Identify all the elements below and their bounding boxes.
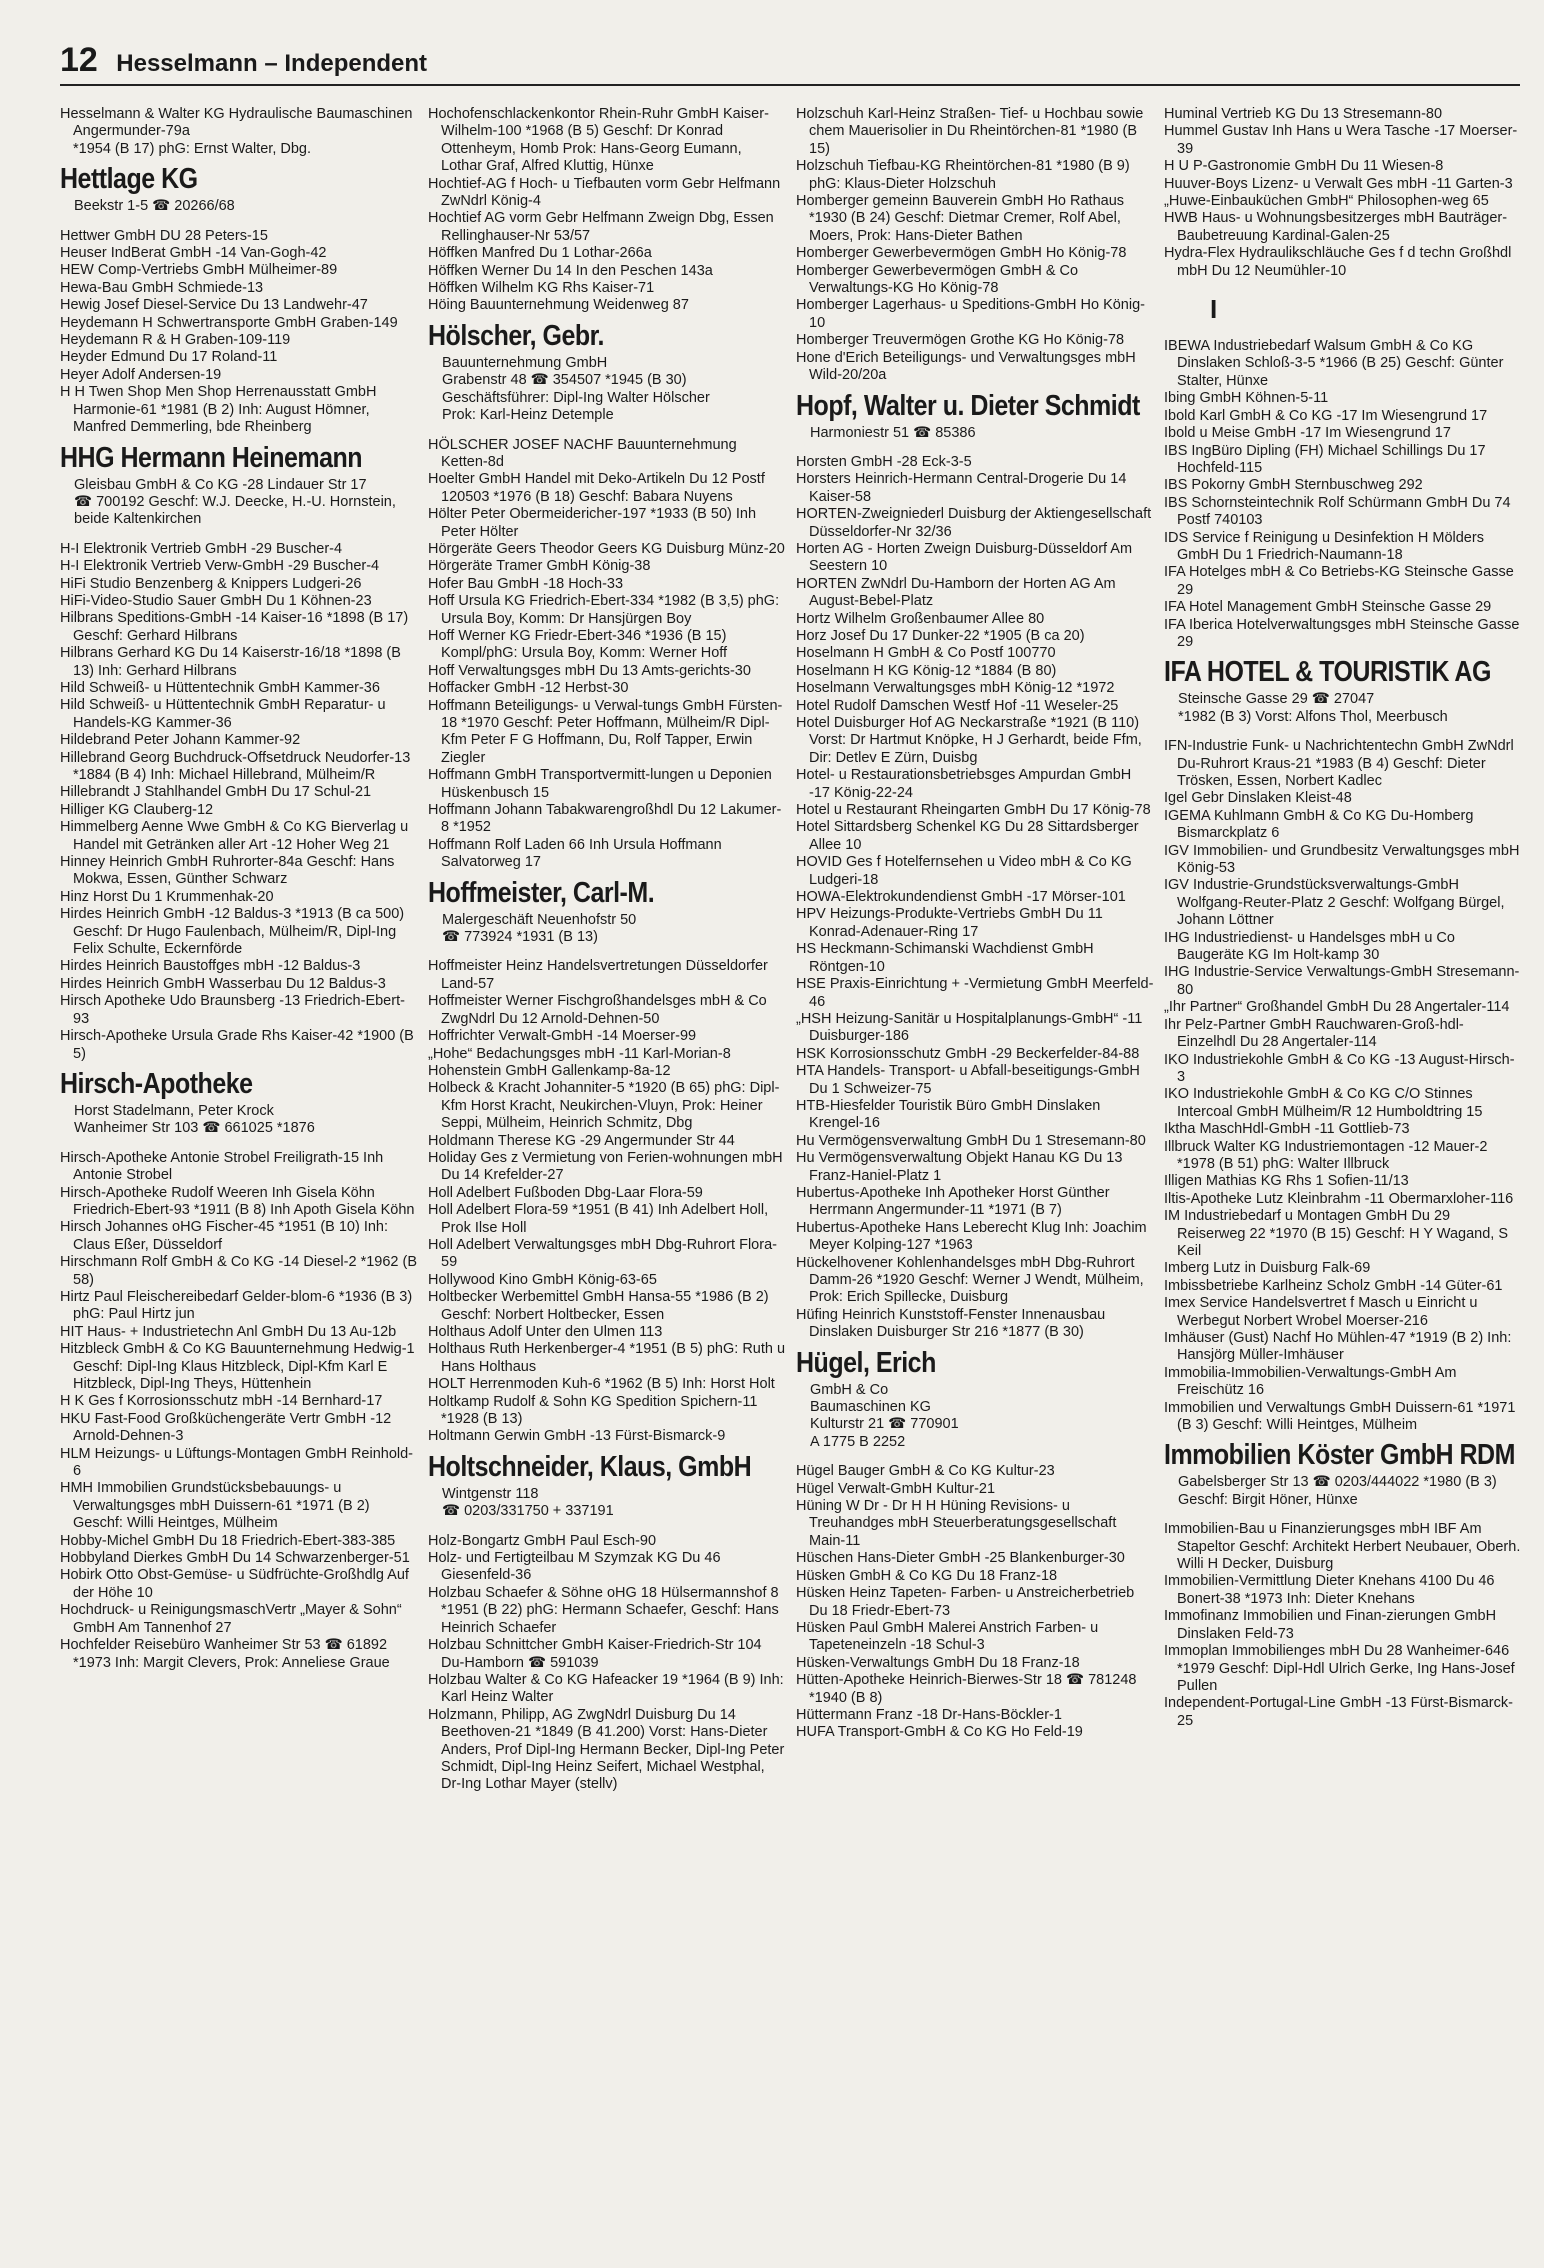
directory-entry: H-I Elektronik Vertrieb Verw-GmbH -29 Buscher-4 [60,558,380,575]
directory-entry: Holtkamp Rudolf & Sohn KG Spedition Spichern-11 *1928 (B 13) [428,1393,758,1428]
column-3 [796,106,1154,2246]
directory-entry: Hilliger KG Clauberg-12 [60,801,214,818]
directory-entry: Heuser IndBerat GmbH -14 Van-Gogh-42 [60,245,327,262]
directory-entry: Homberger Gewerbevermögen GmbH Ho König-78 [796,245,1127,262]
directory-entry: Hochfelder Reisebüro Wanheimer Str 53 ☎ 61892 *1973 Inh: Margit Clevers, Prok: Anneliese Graue [60,1637,390,1671]
directory-entry: HTA Handels- Transport- u Abfall-beseitigungs-GmbH Du 1 Schweizer-75 [796,1063,1140,1097]
company-headline: Hoffmeister, Carl-M. [428,876,655,909]
directory-entry: Holthaus Ruth Herkenberger-4 *1951 (B 5) phG: Ruth u Hans Holthaus [428,1341,786,1375]
directory-entry: Hone d'Erich Beteiligungs- und Verwaltungsges mbH Wild-20/20a [796,349,1136,384]
page-title: Hesselmann – Independent [116,50,428,77]
directory-entry: „Ihr Partner“ Großhandel GmbH Du 28 Angertaler-114 [1164,999,1510,1016]
company-headline: Hölscher, Gebr. [428,319,604,352]
directory-entry: Holthaus Adolf Unter den Ulmen 113 [428,1324,663,1340]
directory-entry: Hollywood Kino GmbH König-63-65 [428,1271,657,1288]
directory-entry: Höffken Werner Du 14 In den Peschen 143a [428,262,713,279]
directory-entry: Hu Vermögensverwaltung Objekt Hanau KG Du 13 Franz-Haniel-Platz 1 [796,1150,1123,1184]
directory-entry: Hoselmann H GmbH & Co Postf 100770 [796,645,1056,662]
directory-entry: Hügel Bauger GmbH & Co KG Kultur-23 [796,1463,1055,1480]
directory-entry: Himmelberg Aenne Wwe GmbH & Co KG Bierverlag u Handel mit Getränken aller Art -12 Hoher Weg 21 [60,819,409,853]
directory-entry: Höffken Wilhelm KG Rhs Kaiser-71 [428,280,655,297]
directory-entry: Hild Schweiß- u Hüttentechnik GmbH Reparatur- u Handels-KG Kammer-36 [60,697,386,731]
directory-entry: Hotel- u Restaurationsbetriebsges Ampurdan GmbH -17 König-22-24 [796,767,1132,801]
directory-entry: Holzbau Schaefer & Söhne oHG 18 Hülsermannshof 8 *1951 (B 22) phG: Hermann Schaefer, Geschf: Hans Heinrich Schaefer [428,1584,779,1636]
directory-entry: Hirdes Heinrich GmbH Wasserbau Du 12 Baldus-3 [60,975,386,992]
directory-entry: HÖLSCHER JOSEF NACHF Bauunternehmung Ketten-8d [428,436,737,470]
directory-entry: IGV Industrie-Grundstücksverwaltungs-GmbH Wolfgang-Reuter-Platz 2 Geschf: Wolfgang Bürgel, Johann Löttner [1164,877,1505,929]
directory-entry: Immobilien-Bau u Finanzierungsges mbH IBF Am Stapeltor Geschf: Architekt Herbert Neubauer, Oberh. Willi H Decker, Duisburg [1164,1521,1521,1573]
directory-entry: Hoffmeister Werner Fischgroßhandelsges mbH & Co ZwgNdrl Du 12 Arnold-Dehnen-50 [428,993,767,1027]
directory-entry: Holzschuh Tiefbau-KG Rheintörchen-81 *1980 (B 9) phG: Klaus-Dieter Holzschuh [796,158,1130,192]
directory-entry: Heydemann R & H Graben-109-119 [60,332,291,349]
directory-entry: Hewa-Bau GmbH Schmiede-13 [60,279,264,296]
directory-entry: Hinz Horst Du 1 Krummenhak-20 [60,888,274,905]
directory-entry: HPV Heizungs-Produkte-Vertriebs GmbH Du 11 Konrad-Adenauer-Ring 17 [796,906,1103,940]
directory-entry: Holzbau Schnittcher GmbH Kaiser-Friedrich-Str 104 Du-Hamborn ☎ 591039 [428,1637,762,1671]
column-4 [1164,106,1522,2246]
directory-entry: Holtmann Gerwin GmbH -13 Fürst-Bismarck-9 [428,1428,726,1445]
directory-entry: Hotel Duisburger Hof AG Neckarstraße *1921 (B 110) Vorst: Dr Hartmut Knöpke, H J Gerhardt, beide Ffm, Dir: Detlev E Zürn, Duisbg [796,715,1142,766]
section-letter: I [1210,294,1218,325]
directory-entry: Immobilien und Verwaltungs GmbH Duissern-61 *1971 (B 3) Geschf: Willi Heintges, Mülheim [1164,1399,1516,1434]
directory-entry: Hobby-Michel GmbH Du 18 Friedrich-Ebert-383-385 [60,1532,396,1549]
directory-entry: Hild Schweiß- u Hüttentechnik GmbH Kammer-36 [60,679,380,696]
directory-entry: HLM Heizungs- u Lüftungs-Montagen GmbH Reinhold-6 [60,1445,414,1480]
directory-entry: Hochdruck- u ReinigungsmaschVertr „Mayer & Sohn“ GmbH Am Tannenhof 27 [60,1602,402,1636]
directory-entry: IKO Industriekohle GmbH & Co KG -13 August-Hirsch-3 [1164,1051,1515,1085]
directory-entry: HOWA-Elektrokundendienst GmbH -17 Mörser-101 [796,889,1126,906]
directory-entry: Hoffacker GmbH -12 Herbst-30 [428,680,629,697]
directory-entry: „Huwe-Einbauküchen GmbH“ Philosophen-weg 65 [1164,193,1489,210]
directory-entry: Illigen Mathias KG Rhs 1 Sofien-11/13 [1164,1173,1409,1190]
directory-entry: Hüschen Hans-Dieter GmbH -25 Blankenburger-30 [796,1550,1125,1567]
directory-entry: Hirsch Apotheke Udo Braunsberg -13 Friedrich-Ebert-93 [60,993,405,1027]
directory-entry: Hobbyland Dierkes GmbH Du 14 Schwarzenberger-51 [60,1550,410,1567]
company-details: Gabelsberger Str 13 ☎ 0203/444022 *1980 (B 3) Geschf: Birgit Höner, Hünxe [1178,1474,1497,1508]
company-details: GmbH & Co Baumaschinen KG Kulturstr 21 ☎ 770901 A 1775 B 2252 [810,1381,959,1450]
column-1 [60,106,418,2246]
directory-entry: Hu Vermögensverwaltung GmbH Du 1 Stresemann-80 [796,1132,1146,1149]
company-details: Harmoniestr 51 ☎ 85386 [810,424,976,441]
directory-entry: Homberger Gewerbevermögen GmbH & Co Verwaltungs-KG Ho König-78 [796,262,1079,297]
directory-entry: Holz-Bongartz GmbH Paul Esch-90 [428,1532,657,1549]
directory-entry: Ihr Pelz-Partner GmbH Rauchwaren-Groß-hdl-Einzelhdl Du 28 Angertaler-114 [1164,1016,1464,1051]
directory-entry: Holl Adelbert Fußboden Dbg-Laar Flora-59 [428,1184,703,1201]
directory-entry: Höing Bauunternehmung Weidenweg 87 [428,297,689,314]
directory-entry: IFA Hotel Management GmbH Steinsche Gasse 29 [1164,599,1492,616]
directory-entry: IHG Industrie-Service Verwaltungs-GmbH Stresemann-80 [1164,964,1520,998]
directory-entry: Hubertus-Apotheke Inh Apotheker Horst Günther Herrmann Angermunder-11 *1971 (B 7) [796,1184,1110,1219]
directory-entry: IGV Immobilien- und Grundbesitz Verwaltungsges mbH König-53 [1164,842,1520,877]
directory-entry: Hüning W Dr - Dr H H Hüning Revisions- u Treuhandges mbH Steuerberatungsgesellschaft Main-11 [796,1498,1117,1549]
directory-entry: IBS Schornsteintechnik Rolf Schürmann GmbH Du 74 Postf 740103 [1164,494,1511,529]
directory-entry: HSE Praxis-Einrichtung + -Vermietung GmbH Meerfeld-46 [796,976,1154,1010]
directory-entry: Hüsken Paul GmbH Malerei Anstrich Farben- u Tapeteneinzeln -18 Schul-3 [796,1619,1099,1654]
directory-entry: Hoffmann Rolf Laden 66 Inh Ursula Hoffmann Salvatorweg 17 [428,836,722,871]
directory-entry: Holdmann Therese KG -29 Angermunder Str 44 [428,1132,735,1149]
directory-entry: „Hohe“ Bedachungsges mbH -11 Karl-Morian-8 [428,1045,731,1062]
directory-entry: Horsten GmbH -28 Eck-3-5 [796,453,972,470]
directory-entry: Immoplan Immobilienges mbH Du 28 Wanheimer-646 *1979 Geschf: Dipl-Hdl Ulrich Gerke, Ing Hans-Josef Pullen [1164,1643,1515,1694]
directory-entry: Hettwer GmbH DU 28 Peters-15 [60,227,268,244]
directory-entry: Holzschuh Karl-Heinz Straßen- Tief- u Hochbau sowie chem Mauerisolier in Du Rheintörchen-81 *1980 (B 15) [796,106,1144,157]
directory-entry: IKO Industriekohle GmbH & Co KG C/O Stinnes Intercoal GmbH Mülheim/R 12 Humboldtring 15 [1164,1086,1483,1120]
page-header [60,36,1520,86]
directory-entry: IM Industriebedarf u Montagen GmbH Du 29 Reiserweg 22 *1970 (B 15) Geschf: H Y Wagand, S Keil [1164,1208,1508,1259]
directory-entry: Holl Adelbert Flora-59 *1951 (B 41) Inh Adelbert Holl, Prok Ilse Holl [428,1202,769,1236]
company-headline: Hirsch-Apotheke [60,1067,253,1101]
directory-entry: HIT Haus- + Industrietechn Anl GmbH Du 13 Au-12b [60,1323,397,1340]
directory-entry: Hirtz Paul Fleischereibedarf Gelder-blom-6 *1936 (B 3) phG: Paul Hirtz jun [60,1288,413,1323]
directory-entry: IBEWA Industriebedarf Walsum GmbH & Co KG Dinslaken Schloß-3-5 *1966 (B 25) Geschf: Günter Stalter, Hünxe [1164,338,1504,389]
directory-entry: Hochtief-AG f Hoch- u Tiefbauten vorm Gebr Helfmann ZwNdrl König-4 [428,175,781,210]
directory-entry: Hirsch-Apotheke Antonie Strobel Freiligrath-15 Inh Antonie Strobel [60,1149,384,1184]
company-headline: HHG Hermann Heinemann [60,441,363,474]
directory-entry: Homberger Treuvermögen Grothe KG Ho König-78 [796,332,1125,349]
column-2 [428,106,786,2246]
directory-entry: H K Ges f Korrosionsschutz mbH -14 Bernhard-17 [60,1393,383,1410]
directory-entry: Hortz Wilhelm Großenbaumer Allee 80 [796,610,1045,627]
directory-entry: IFN-Industrie Funk- u Nachrichtentechn GmbH ZwNdrl Du-Ruhrort Kraus-21 *1983 (B 4) Geschf: Dieter Trösken, Essen, Norbert Kadlec [1164,738,1514,789]
directory-entry: Huminal Vertrieb KG Du 13 Stresemann-80 [1164,106,1443,122]
directory-entry: HiFi-Video-Studio Sauer GmbH Du 1 Köhnen-23 [60,592,372,609]
directory-entry: Immobilia-Immobilien-Verwaltungs-GmbH Am Freischütz 16 [1164,1364,1457,1399]
directory-entry: Hoffmeister Heinz Handelsvertretungen Düsseldorfer Land-57 [428,958,768,992]
directory-entry: Holbeck & Kracht Johanniter-5 *1920 (B 65) phG: Dipl-Kfm Horst Kracht, Neukirchen-Vluyn, Prok: Heiner Seppi, Mülheim, Heinrich Schmitz, Dbg [428,1080,780,1132]
directory-entry: Hütten-Apotheke Heinrich-Bierwes-Str 18 ☎ 781248 *1940 (B 8) [796,1672,1137,1706]
directory-entry: Horsters Heinrich-Hermann Central-Drogerie Du 14 Kaiser-58 [796,471,1127,505]
directory-entry: Hotel Rudolf Damschen Westf Hof -11 Weseler-25 [796,697,1119,714]
directory-entry: IGEMA Kuhlmann GmbH & Co KG Du-Homberg Bismarckplatz 6 [1164,807,1474,842]
directory-entry: Holzbau Walter & Co KG Hafeacker 19 *1964 (B 9) Inh: Karl Heinz Walter [428,1671,784,1706]
directory-entry: Hoff Werner KG Friedr-Ebert-346 *1936 (B 15) Kompl/phG: Ursula Boy, Komm: Werner Hoff [428,627,728,662]
directory-entry: Hinney Heinrich GmbH Ruhrorter-84a Geschf: Hans Mokwa, Essen, Günther Schwarz [60,854,395,888]
directory-entry: HORTEN-Zweigniederl Duisburg der Aktiengesellschaft Düsseldorfer-Nr 32/36 [796,506,1152,540]
directory-entry: H H Twen Shop Men Shop Herrenausstatt GmbH Harmonie-61 *1981 (B 2) Inh: August Hömner, Manfred Demmerling, bde Rheinberg [60,384,377,436]
directory-entry: Hochtief AG vorm Gebr Helfmann Zweign Dbg, Essen Rellinghauser-Nr 53/57 [428,210,774,244]
directory-entry: HiFi Studio Benzenberg & Knippers Ludgeri-26 [60,575,362,592]
directory-entry: Hillebrand Georg Buchdruck-Offsetdruck Neudorfer-13 *1884 (B 4) Inh: Michael Hillebrand, Mülheim/R [60,749,411,783]
directory-entry: Hewig Josef Diesel-Service Du 13 Landwehr-47 [60,297,368,314]
directory-entry: Ibold Karl GmbH & Co KG -17 Im Wiesengrund 17 [1164,407,1488,424]
directory-entry: Hilbrans Speditions-GmbH -14 Kaiser-16 *1898 (B 17) Geschf: Gerhard Hilbrans [60,610,409,644]
directory-entry: Hüfing Heinrich Kunststoff-Fenster Innenausbau Dinslaken Duisburger Str 216 *1877 (B 30) [796,1306,1106,1341]
directory-entry: HS Heckmann-Schimanski Wachdienst GmbH Röntgen-10 [796,941,1094,975]
directory-entry: Hoff Ursula KG Friedrich-Ebert-334 *1982 (B 3,5) phG: Ursula Boy, Komm: Dr Hansjürgen Boy [428,593,780,627]
directory-entry: Hubertus-Apotheke Hans Leberecht Klug Inh: Joachim Meyer Kolping-127 *1963 [796,1219,1147,1254]
directory-entry: Hoff Verwaltungsges mbH Du 13 Amts-gerichts-30 [428,662,751,679]
directory-entry: Imberg Lutz in Duisburg Falk-69 [1164,1260,1371,1277]
company-details: Wintgenstr 118 ☎ 0203/331750 + 337191 [442,1485,614,1520]
directory-entry: H U P-Gastronomie GmbH Du 11 Wiesen-8 [1164,158,1444,175]
directory-entry: HOLT Herrenmoden Kuh-6 *1962 (B 5) Inh: Horst Holt [428,1376,775,1393]
directory-entry: Holzmann, Philipp, AG ZwgNdrl Duisburg Du 14 Beethoven-21 *1849 (B 41.200) Vorst: Hans-Dieter Anders, Prof Dipl-Ing Hermann Becker, Dipl-Ing Peter Schmidt, Dipl-Ing Heinz Seifert, Michael Westphal, Dr-Ing Lothar Mayer (stellv) [428,1706,785,1793]
directory-entry: Hüttermann Franz -18 Dr-Hans-Böckler-1 [796,1706,1062,1723]
directory-entry: Hydra-Flex Hydraulikschläuche Ges f d techn Großhdl mbH Du 12 Neumühler-10 [1164,245,1512,279]
directory-entry: HEW Comp-Vertriebs GmbH Mülheimer-89 [60,262,338,279]
page-number: 12 [60,41,98,79]
directory-entry: IFA Hotelges mbH & Co Betriebs-KG Steinsche Gasse 29 [1164,564,1514,598]
directory-entry: Holtbecker Werbemittel GmbH Hansa-55 *1986 (B 2) Geschf: Norbert Holtbecker, Essen [428,1289,769,1323]
directory-entry: Hügel Verwalt-GmbH Kultur-21 [796,1480,996,1497]
company-details: Malergeschäft Neuenhofstr 50 ☎ 773924 *1931 (B 13) [442,911,637,946]
directory-entry: Hirschmann Rolf GmbH & Co KG -14 Diesel-2 *1962 (B 58) [60,1254,417,1288]
directory-entry: Homberger Lagerhaus- u Speditions-GmbH Ho König-10 [796,297,1145,331]
directory-entry: Ibold u Meise GmbH -17 Im Wiesengrund 17 [1164,425,1451,442]
company-headline: IFA HOTEL & TOURISTIK AG [1164,656,1491,689]
directory-entry: Hoffmann Beteiligungs- u Verwal-tungs GmbH Fürsten-18 *1970 Geschf: Peter Hoffmann, Mülheim/R Dipl-Kfm Peter F G Hoffmann, Du, Rolf Tapper, Erwin Ziegler [428,697,783,766]
directory-entry: Horz Josef Du 17 Dunker-22 *1905 (B ca 20) [796,627,1085,644]
company-headline: Immobilien Köster GmbH RDM [1164,1439,1515,1472]
directory-entry: Homberger gemeinn Bauverein GmbH Ho Rathaus *1930 (B 24) Geschf: Dietmar Cremer, Rolf Abel, Moers, Prok: Hans-Dieter Bathen [796,193,1125,244]
directory-entry: HUFA Transport-GmbH & Co KG Ho Feld-19 [796,1724,1083,1741]
directory-entry: HWB Haus- u Wohnungsbesitzerges mbH Bauträger-Baubetreuung Kardinal-Galen-25 [1164,210,1508,244]
company-headline: Hettlage KG [60,163,198,196]
directory-entry: HSK Korrosionsschutz GmbH -29 Beckerfelder-84-88 [796,1045,1140,1062]
directory-entry: HORTEN ZwNdrl Du-Hamborn der Horten AG Am August-Bebel-Platz [796,575,1116,610]
directory-entry: Hückelhovener Kohlenhandelsges mbH Dbg-Ruhrort Damm-26 *1920 Geschf: Werner J Wendt, Mülheim, Prok: Erich Spillecke, Duisburg [796,1254,1144,1306]
directory-entry: Hoelter GmbH Handel mit Deko-Artikeln Du 12 Postf 120503 *1976 (B 18) Geschf: Babara Nuyens [428,471,765,505]
company-details: Beekstr 1-5 ☎ 20266/68 [74,198,235,215]
directory-entry: Hoselmann H KG König-12 *1884 (B 80) [796,662,1057,679]
company-details: Steinsche Gasse 29 ☎ 27047 *1982 (B 3) Vorst: Alfons Thol, Meerbusch [1178,691,1448,725]
directory-entry: IFA Iberica Hotelverwaltungsges mbH Steinsche Gasse 29 [1164,616,1520,650]
directory-entry: Hohenstein GmbH Gallenkamp-8a-12 [428,1062,671,1079]
directory-entry: Heydemann H Schwertransporte GmbH Graben-149 [60,314,398,331]
directory-entry: HOVID Ges f Hotelfernsehen u Video mbH & Co KG Ludgeri-18 [796,854,1132,888]
directory-entry: Imbissbetriebe Karlheinz Scholz GmbH -14 Güter-61 [1164,1277,1503,1294]
company-details: Gleisbau GmbH & Co KG -28 Lindauer Str 17 ☎ 700192 Geschf: W.J. Deecke, H.-U. Hornstein, beide Kaltenkirchen [74,476,396,528]
directory-entry: Heyer Adolf Andersen-19 [60,366,222,383]
directory-entry: Hölter Peter Obermeidericher-197 *1933 (B 50) Inh Peter Hölter [428,506,757,540]
directory-entry: Heyder Edmund Du 17 Roland-11 [60,349,278,366]
directory-entry: Hummel Gustav Inh Hans u Wera Tasche -17 Moerser-39 [1164,123,1518,157]
directory-entry: Hoselmann Verwaltungsges mbH König-12 *1972 [796,680,1115,697]
directory-entry: Independent-Portugal-Line GmbH -13 Fürst-Bismarck-25 [1164,1695,1513,1729]
directory-entry: Hüsken GmbH & Co KG Du 18 Franz-18 [796,1567,1058,1584]
directory-entry: Horten AG - Horten Zweign Duisburg-Düsseldorf Am Seestern 10 [796,540,1133,575]
directory-entry: Hildebrand Peter Johann Kammer-92 [60,732,301,749]
directory-entry: HTB-Hiesfelder Touristik Büro GmbH Dinslaken Krengel-16 [796,1097,1101,1132]
directory-entry: Hochofenschlackenkontor Rhein-Ruhr GmbH Kaiser-Wilhelm-100 *1968 (B 5) Geschf: Dr Konrad Ottenheym, Homb Prok: Hans-Georg Eumann, Lothar Graf, Alfred Kluttig, Hünxe [428,106,769,175]
directory-entry: Holiday Ges z Vermietung von Ferien-wohnungen mbH Du 14 Krefelder-27 [428,1149,783,1184]
company-details: Bauunternehmung GmbH Grabenstr 48 ☎ 354507 *1945 (B 30) Geschäftsführer: Dipl-Ing Walter Hölscher Prok: Karl-Heinz Detemple [442,354,710,424]
directory-entry: Imhäuser (Gust) Nachf Ho Mühlen-47 *1919 (B 2) Inh: Hansjörg Müller-Imhäuser [1164,1330,1512,1364]
directory-entry: Hilbrans Gerhard KG Du 14 Kaiserstr-16/18 *1898 (B 13) Inh: Gerhard Hilbrans [60,645,401,679]
directory-entry: Hörgeräte Tramer GmbH König-38 [428,558,651,575]
directory-entry: Holz- und Fertigteilbau M Szymzak KG Du 46 Giesenfeld-36 [428,1550,721,1584]
directory-entry: Hüsken-Verwaltungs GmbH Du 18 Franz-18 [796,1654,1080,1671]
directory-entry: Hoffmann Johann Tabakwarengroßhdl Du 12 Lakumer-8 *1952 [428,802,782,836]
directory-entry: Huuver-Boys Lizenz- u Verwalt Ges mbH -11 Garten-3 [1164,175,1513,192]
directory-entry: Hillebrandt J Stahlhandel GmbH Du 17 Schul-21 [60,784,372,801]
directory-entry: Hobirk Otto Obst-Gemüse- u Südfrüchte-Großhdlg Auf der Höhe 10 [60,1567,409,1601]
directory-entry: IDS Service f Reinigung u Desinfektion H Mölders GmbH Du 1 Friedrich-Naumann-18 [1164,529,1484,563]
directory-entry: H-I Elektronik Vertrieb GmbH -29 Buscher-4 [60,540,343,557]
directory-entry: Immobilien-Vermittlung Dieter Knehans 4100 Du 46 Bonert-38 *1973 Inh: Dieter Knehans [1164,1573,1495,1607]
directory-entry: Hofer Bau GmbH -18 Hoch-33 [428,575,624,592]
company-headline: Holtschneider, Klaus, GmbH [428,1450,752,1483]
company-headline: Hopf, Walter u. Dieter Schmidt [796,389,1140,422]
directory-entry: Hirsch-Apotheke Rudolf Weeren Inh Gisela Köhn Friedrich-Ebert-93 *1911 (B 8) Inh Apoth Gisela Köhn [60,1184,415,1218]
directory-entry: Hirdes Heinrich GmbH -12 Baldus-3 *1913 (B ca 500) Geschf: Dr Hugo Faulenbach, Mülheim/R, Dipl-Ing Felix Schulte, Eckernförde [60,906,405,958]
directory-entry: Illbruck Walter KG Industriemontagen -12 Mauer-2 *1978 (B 51) phG: Walter Illbruck [1164,1138,1488,1172]
directory-entry: Hörgeräte Geers Theodor Geers KG Duisburg Münz-20 [428,540,785,557]
directory-entry: Hoffmann GmbH Transportvermitt-lungen u Deponien Hüskenbusch 15 [428,767,772,801]
directory-entry: Hitzbleck GmbH & Co KG Bauunternehmung Hedwig-1 Geschf: Dipl-Ing Klaus Hitzbleck, Dipl-Kfm Karl E Hitzbleck, Dipl-Ing Theys, Hüttenhein [60,1341,415,1392]
directory-entry: Hoffrichter Verwalt-GmbH -14 Moerser-99 [428,1028,697,1045]
directory-entry: Ibing GmbH Köhnen-5-11 [1164,390,1329,407]
directory-entry: HKU Fast-Food Großküchengeräte Vertr GmbH -12 Arnold-Dehnen-3 [60,1410,392,1445]
directory-entry: Iktha MaschHdl-GmbH -11 Gottlieb-73 [1164,1121,1410,1138]
directory-entry: IBS IngBüro Dipling (FH) Michael Schillings Du 17 Hochfeld-115 [1164,442,1486,476]
directory-entry: IBS Pokorny GmbH Sternbuschweg 292 [1164,477,1423,494]
directory-entry: Höffken Manfred Du 1 Lothar-266a [428,245,652,262]
directory-entry: Imex Service Handelsvertret f Masch u Einricht u Werbegut Norbert Wrobel Moerser-216 [1164,1295,1478,1329]
directory-entry: Hotel Sittardsberg Schenkel KG Du 28 Sittardsberger Allee 10 [796,819,1139,853]
directory-entry: Hirsch-Apotheke Ursula Grade Rhs Kaiser-42 *1900 (B 5) [60,1028,414,1062]
directory-entry: IHG Industriedienst- u Handelsges mbH u Co Baugeräte KG Im Holt-kamp 30 [1164,929,1455,964]
directory-entry: Iltis-Apotheke Lutz Kleinbrahm -11 Obermarxloher-116 [1164,1190,1514,1207]
company-headline: Hügel, Erich [796,1346,936,1379]
directory-entry: „HSH Heizung-Sanitär u Hospitalplanungs-GmbH“ -11 Duisburger-186 [796,1010,1143,1045]
directory-entry: Igel Gebr Dinslaken Kleist-48 [1164,790,1352,807]
directory-entry: Holl Adelbert Verwaltungsges mbH Dbg-Ruhrort Flora-59 [428,1236,777,1271]
directory-entry: Hirdes Heinrich Baustoffges mbH -12 Baldus-3 [60,958,361,975]
directory-entry: Hotel u Restaurant Rheingarten GmbH Du 17 König-78 [796,802,1151,819]
directory-entry: Hesselmann & Walter KG Hydraulische Baumaschinen Angermunder-79a *1954 (B 17) phG: Ernst Walter, Dbg. [60,106,413,157]
directory-entry: Hüsken Heinz Tapeten- Farben- u Anstreicherbetrieb Du 18 Friedr-Ebert-73 [796,1585,1135,1619]
company-details: Horst Stadelmann, Peter Krock Wanheimer Str 103 ☎ 661025 *1876 [74,1102,315,1137]
directory-entry: HMH Immobilien Grundstücksbebauungs- u Verwaltungsges mbH Duissern-61 *1971 (B 2) Geschf: Willi Heintges, Mülheim [60,1480,370,1532]
directory-columns [60,106,1520,2246]
directory-entry: Immofinanz Immobilien und Finan-zierungen GmbH Dinslaken Feld-73 [1164,1608,1497,1642]
directory-entry: Hirsch Johannes oHG Fischer-45 *1951 (B 10) Inh: Claus Eßer, Düsseldorf [60,1219,389,1253]
